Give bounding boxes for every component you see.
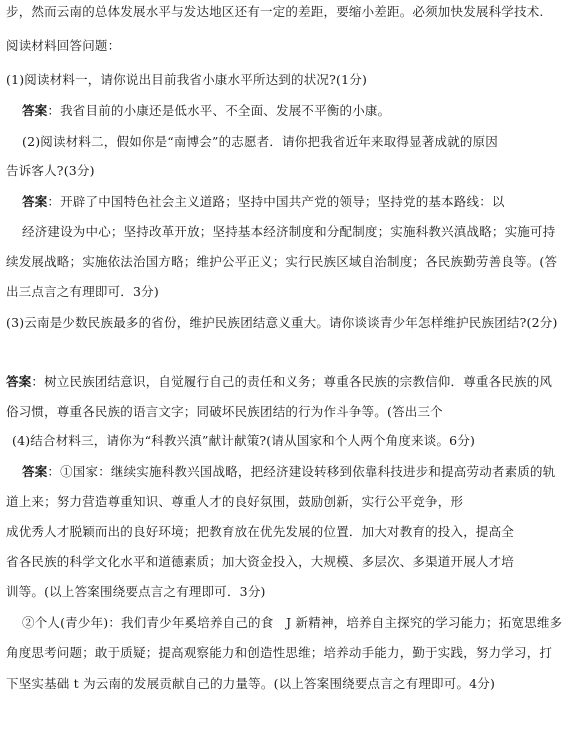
question-4: (4)结合材料三，请你为“科教兴滇”献计献策?(请从国家和个人两个角度来谈。6分) [12, 433, 476, 448]
text-line: 经济建设为中心；坚持改革开放；坚持基本经济制度和分配制度；实施科教兴滇战略；实施可持 [22, 224, 556, 239]
text-line: 阅读材料回答问题： [6, 38, 121, 53]
question-2-cont: 告诉客人?(3分) [6, 163, 95, 178]
answer-1 [22, 103, 390, 119]
text-line: 道上来；努力营造尊重知识、尊重人才的良好氛围，鼓励创新，实行公平竞争，形 [6, 494, 464, 509]
answer-4-personal: ②个人(青少年)：我们青少年奚培养自己的食 J 新精神，培养自主探究的学习能力；拓宽思维多 [22, 615, 563, 630]
answer-label: 答案 [22, 194, 48, 209]
text-line: 出三点言之有理即可．3分) [6, 284, 159, 299]
text-line: 训等。(以上答案围绕要点言之有理即可．3分) [6, 584, 266, 599]
answer-label: 答案 [22, 103, 48, 118]
question-2: (2)阅读材料二，假如你是“南博会”的志愿者．请你把我省近年来取得显著成就的原因 [22, 134, 498, 149]
answer-label: 答案 [6, 374, 32, 389]
text-line: 角度思考问题；敢于质疑；提高观察能力和创造性思维；培养动手能力，勤于实践，努力学习，打 [6, 645, 553, 660]
text-line: 成优秀人才脱颖而出的良好环境；把教育放在优先发展的位置．加大对教育的投入，提高全 [6, 524, 515, 539]
text-line: 续发展战略；实施依法治国方略；维护公平正义；实行民族区域自治制度；各民族勤劳善良等。(答 [6, 254, 558, 269]
question-1: (1)阅读材料一，请你说出目前我省小康水平所达到的状况?(1分) [6, 72, 368, 87]
answer-text: ：开辟了中国特色社会主义道路；坚持中国共产党的领导；坚持党的基本路线：以 [47, 194, 505, 209]
answer-2 [22, 194, 505, 210]
answer-text: ：我省目前的小康还是低水平、不全面、发展不平衡的小康。 [47, 103, 391, 118]
answer-4 [22, 464, 555, 480]
text-line: 俗习惯，尊重各民族的语言文字；同破坏民族团结的行为作斗争等。(答出三个 [6, 404, 443, 419]
answer-text: ：树立民族团结意识，自觉履行自己的责任和义务；尊重各民族的宗教信仰．尊重各民族的风 [31, 374, 553, 389]
question-3: (3)云南是少数民族最多的省份，维护民族团结意义重大。请你谈谈青少年怎样维护民族团结?(2分) [6, 315, 558, 330]
text-line: 省各民族的科学文化水平和道德素质；加大资金投入，大规模、多层次、多渠道开展人才培 [6, 554, 515, 569]
answer-3 [6, 374, 552, 390]
answer-label: 答案 [22, 464, 48, 479]
answer-text: ：①国家：继续实施科教兴国战略，把经济建设转移到依靠科技进步和提高劳动者素质的轨 [47, 464, 556, 479]
text-line: 步，然而云南的总体发展水平与发达地区还有一定的差距，要缩小差距。必须加快发展科学技术. [6, 4, 544, 19]
text-line: 下坚实基础 t 为云南的发展贡献自己的力量等。(以上答案围绕要点言之有理即可。4分) [6, 676, 496, 691]
